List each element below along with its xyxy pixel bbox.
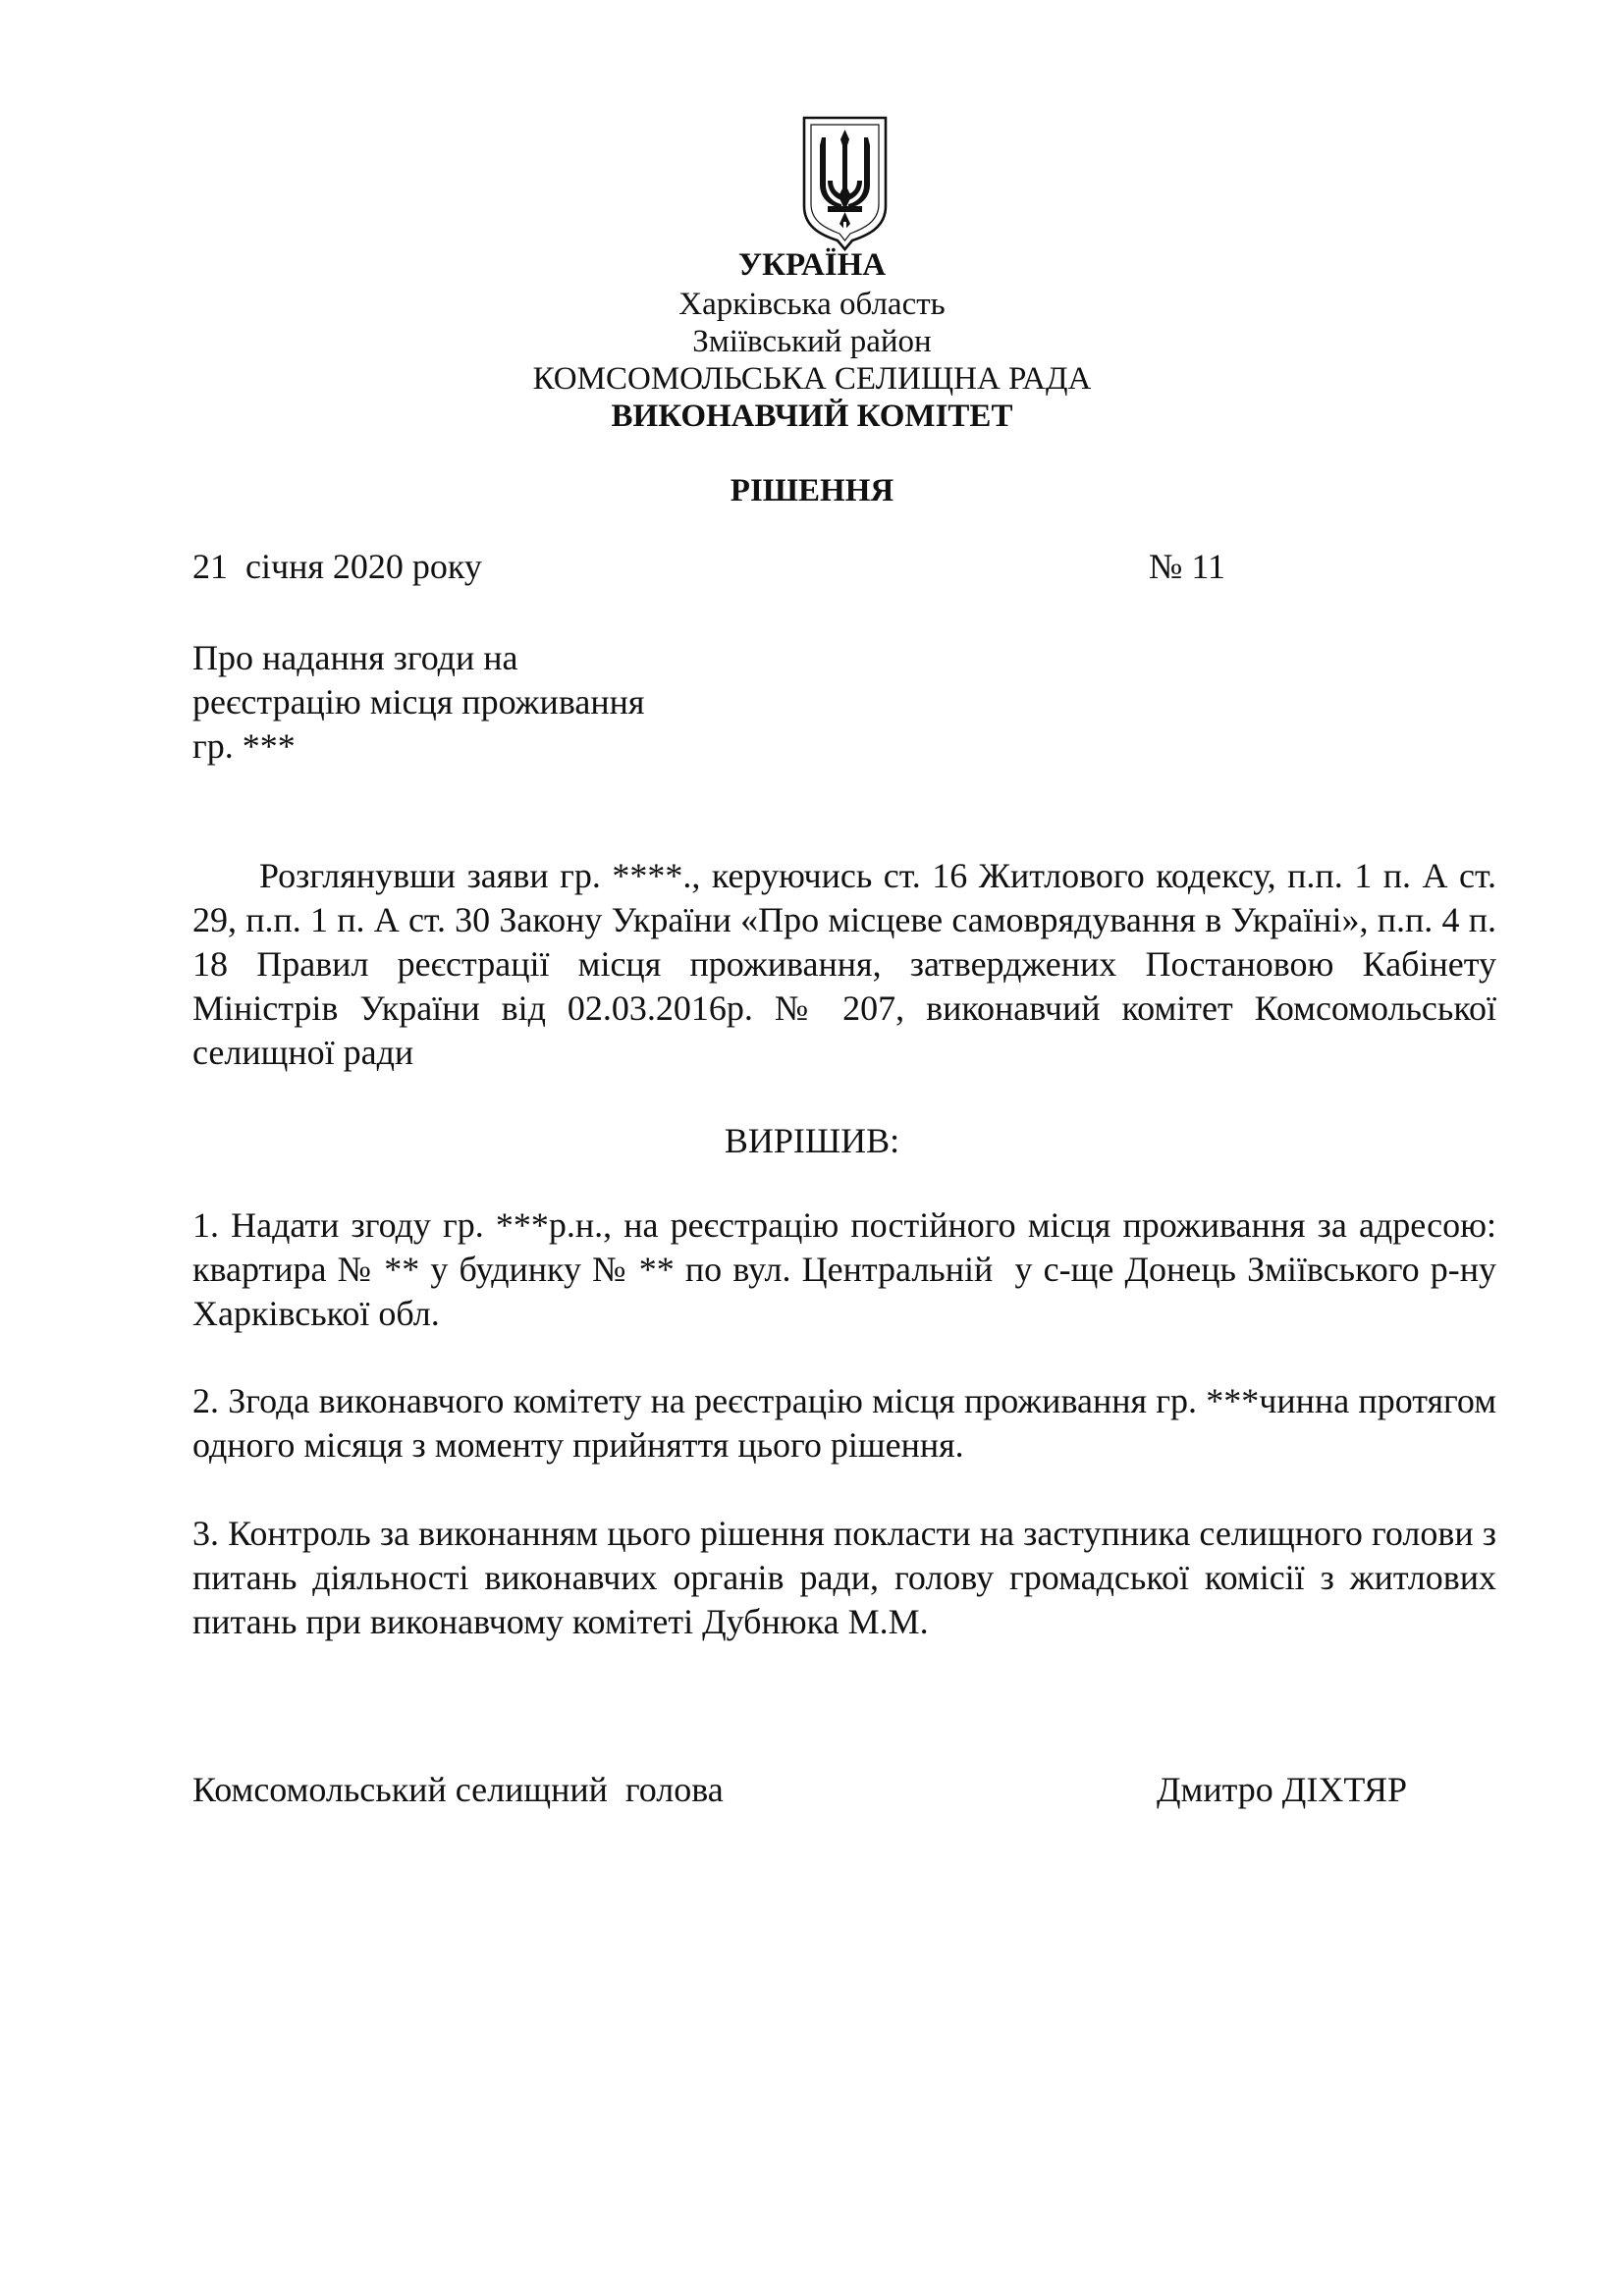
subject-line: гр. *** bbox=[192, 726, 296, 766]
resolution-item-2: 2. Згода виконавчого комітету на реєстрацію місця проживання гр. ***чинна протягом одного місяця з моменту прийняття цього рішення. bbox=[192, 1381, 1496, 1465]
decision-number: № 11 bbox=[1149, 547, 1226, 586]
signatory-name: Дмитро ДІХТЯР bbox=[1157, 1770, 1407, 1809]
council-heading: КОМСОМОЛЬСЬКА СЕЛИЩНА РАДА bbox=[532, 361, 1092, 397]
signatory-title: Комсомольський селищний голова bbox=[192, 1770, 724, 1809]
country-heading: УКРАЇНА bbox=[737, 247, 887, 283]
resolution-item-3: 3. Контроль за виконанням цього рішення покласти на заступника селищного голови з питань діяльності виконавчих органів ради, голову громадської комісії з житлових питань при виконавчому комітеті Дубнюка М.М. bbox=[192, 1514, 1496, 1641]
decision-date: 21 січня 2020 року bbox=[192, 547, 482, 586]
preamble-paragraph: Розглянувши заяви гр. ****., керуючись ст. 16 Житлового кодексу, п.п. 1 п. А ст. 29, п.п. 1 п. А ст. 30 Закону України «Про місцеве самоврядування в Україні», п.п. 4 п. 18 Правил реєстрації місця проживання, затверджених Постановою Кабінету Міністрів України від 02.03.2016р. № 207, виконавчий комітет Комсомольської селищної ради bbox=[192, 856, 1496, 1072]
committee-heading: ВИКОНАВЧИЙ КОМІТЕТ bbox=[611, 399, 1013, 434]
coat-of-arms-icon bbox=[798, 112, 892, 251]
subject-line: Про надання згоди на bbox=[192, 638, 518, 677]
decision-subject bbox=[192, 636, 644, 769]
raion-heading: Зміївський район bbox=[692, 324, 932, 359]
subject-line: реєстрацію місця проживання bbox=[192, 682, 645, 721]
resolution-item-1: 1. Надати згоду гр. ***р.н., на реєстрацію постійного місця проживання за адресою: квартира № ** у будинку № ** по вул. Центральній у с-ще Донець Зміївського р-ну Харківської обл. bbox=[192, 1205, 1505, 1333]
resolved-heading: ВИРІШИВ: bbox=[724, 1121, 900, 1160]
oblast-heading: Харківська область bbox=[678, 287, 946, 322]
decision-title: РІШЕННЯ bbox=[730, 473, 894, 508]
